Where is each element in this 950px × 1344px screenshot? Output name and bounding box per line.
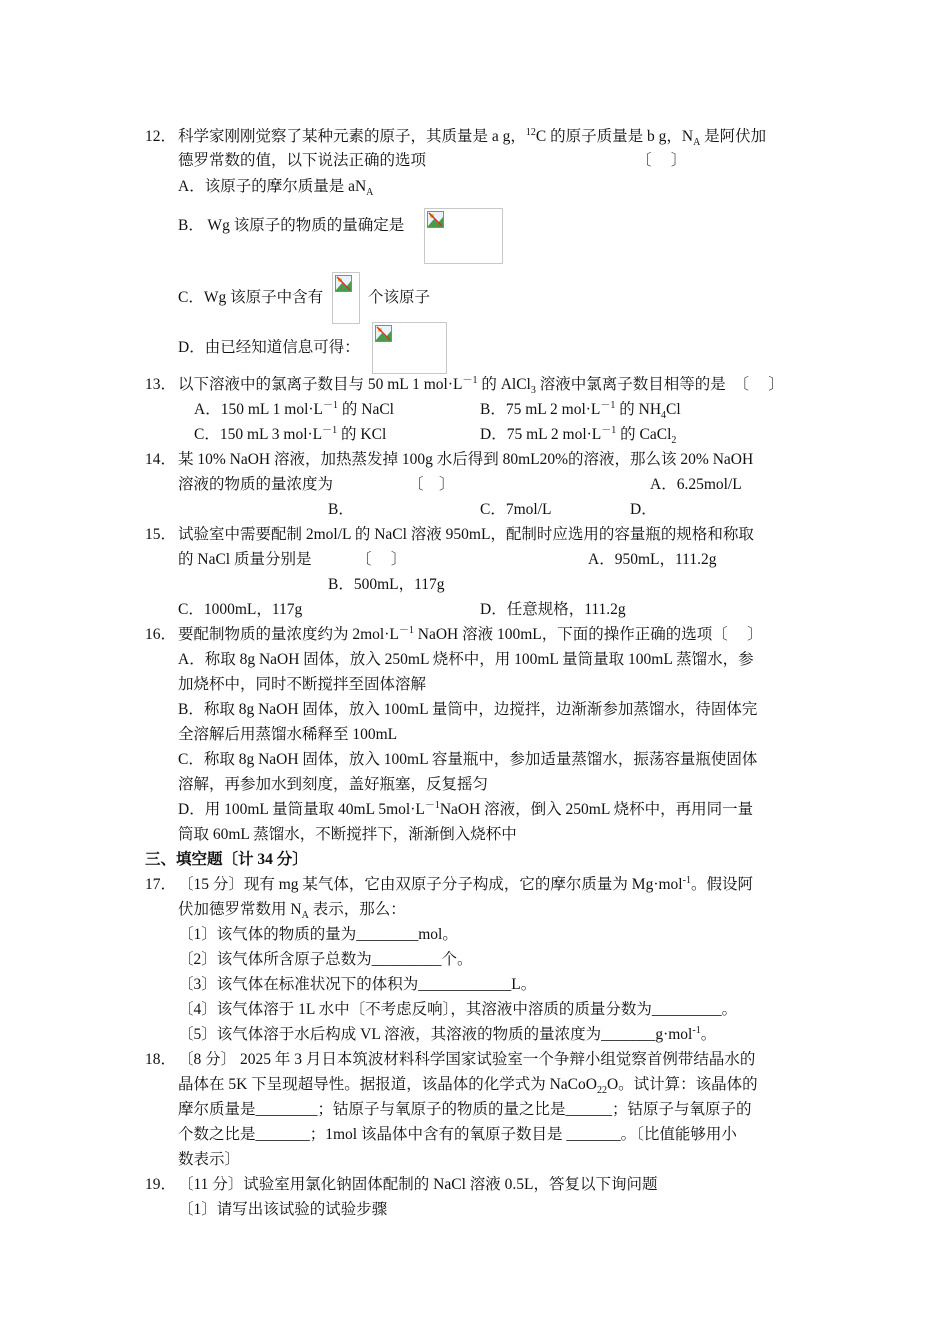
question-stem: 〔8 分〕 2025 年 3 月日本筑波材料科学国家试验室一个争辩小组觉察首例带结晶水的: [178, 1051, 756, 1068]
option-d: D．: [630, 501, 657, 518]
question-stem: 数表示〕: [178, 1151, 241, 1168]
question-stem: 晶体在 5K 下呈现超导性。据报道，该晶体的化学式为 NaCoO$_{22}$O。试计算：该晶体的: [178, 1076, 758, 1097]
option-d: D．75 mL 2 $mol\cdot L^{-1}$ 的 CaCl$_2$: [480, 424, 677, 447]
question-stem: 伏加德罗常数用 $N_A$ 表示，那么：: [178, 901, 406, 922]
option-d: D．由已经知道信息可得：: [178, 339, 360, 356]
formula-image: [332, 272, 360, 324]
broken-image-icon: [335, 275, 352, 292]
question-stem: 的 NaCl 质量分别是: [178, 551, 312, 568]
fill-item: 〔1〕该气体的物质的量为________mol。: [178, 926, 458, 943]
broken-image-icon: [375, 325, 392, 342]
option-c-cont: 溶解，再参加水到刻度，盖好瓶塞，反复摇匀: [178, 776, 489, 793]
option-b-cont: 全溶解后用蒸馏水稀释至 100mL: [178, 726, 398, 743]
option-c-tail: 个该原子: [368, 289, 431, 306]
option-a: A．150 mL 1 $mol\cdot L^{-1}$ 的 NaCl: [194, 399, 394, 418]
formula-image: [372, 322, 447, 374]
question-stem: 以下溶液中的氯离子数目与 50 mL 1 $mol\cdot L^{-1}$ 的 AlCl$_3$ 溶液中氯离子数目相等的是 〔 〕: [178, 374, 784, 397]
option-b: B． Wg 该原子的物质的量确定是: [178, 217, 405, 234]
question-stem: 要配制物质的量浓度约为 $2mol\cdot L^{-1}$ NaOH 溶液 100mL，下面的操作正确的选项〔 〕: [178, 624, 763, 643]
question-number: 13．: [145, 376, 177, 393]
question-stem: 溶液的物质的量浓度为: [178, 476, 334, 493]
question-number: 12．: [145, 128, 177, 145]
question-stem: 试验室中需要配制 2mol/L 的 NaCl 溶液 950mL，配制时应选用的容量瓶的规格和称取: [178, 526, 754, 543]
option-b: B．称取 8g NaOH 固体，放入 100mL 量筒中，边搅拌，边渐渐参加蒸馏水，待固体完: [178, 701, 758, 718]
section-heading: 三、填空题〔计 34 分〕: [145, 851, 308, 868]
option-b: B．500mL，117g: [328, 576, 445, 593]
fill-item: 〔2〕该气体所含原子总数为_________个。: [178, 951, 473, 968]
question-stem: 〔11 分〕试验室用氯化钠固体配制的 NaCl 溶液 0.5L，答复以下询问题: [178, 1176, 658, 1193]
option-c: C．Wg 该原子中含有: [178, 289, 324, 306]
question-stem: 〔15 分〕现有 mg 某气体，它由双原子分子构成，它的摩尔质量为 Mg·mol$^{-1}$。假设阿: [178, 874, 753, 893]
question-number: 17．: [145, 876, 177, 893]
option-d-cont: 筒取 60mL 蒸馏水，不断搅拌下，渐渐倒入烧杯中: [178, 826, 517, 843]
option-c: C．7mol/L: [480, 501, 552, 518]
option-d: D．用 100mL 量筒量取 40mL $5mol\cdot L^{-1}NaOH$ 溶液，倒入 250mL 烧杯中，再用同一量: [178, 799, 754, 818]
broken-image-icon: [427, 211, 444, 228]
formula-image: [424, 208, 503, 264]
fill-item: 〔5〕该气体溶于水后构成 VL 溶液，其溶液的物质的量浓度为_______g·mol$^{-1}$。: [178, 1024, 717, 1043]
answer-paren: 〔 〕: [408, 476, 455, 493]
option-a: A．950mL，111.2g: [588, 551, 717, 568]
fill-item: 〔3〕该气体在标准状况下的体积为____________L。: [178, 976, 537, 993]
option-a-cont: 加烧杯中，同时不断搅拌至固体溶解: [178, 676, 427, 693]
question-number: 16．: [145, 626, 177, 643]
question-stem: 摩尔质量是________；钴原子与氧原子的物质的量之比是______；钴原子与氧原子的: [178, 1101, 752, 1118]
option-d: D．任意规格，111.2g: [480, 601, 626, 618]
question-stem: 个数之比是_______；1mol 该晶体中含有的氧原子数目是 _______。〔比值能够用小: [178, 1126, 737, 1143]
option-a: A．称取 8g NaOH 固体，放入 250mL 烧杯中，用 100mL 量筒量取 100mL 蒸馏水，参: [178, 651, 754, 668]
fill-item: 〔1〕请写出该试验的试验步骤: [178, 1201, 388, 1218]
question-stem: 科学家刚刚觉察了某种元素的原子，其质量是 a g，$^{12}$C 的原子质量是 b g，$N_A$ 是阿伏加: [178, 126, 767, 149]
option-c: C．1000mL，117g: [178, 601, 303, 618]
option-a: A．该原子的摩尔质量是 $aN_A$: [178, 178, 374, 199]
question-stem: 德罗常数的值，以下说法正确的选项: [178, 152, 427, 169]
question-number: 15．: [145, 526, 177, 543]
answer-paren: 〔 〕: [636, 152, 687, 169]
question-number: 14．: [145, 451, 177, 468]
option-c: C．称取 8g NaOH 固体，放入 100mL 容量瓶中，参加适量蒸馏水，振荡容量瓶使固体: [178, 751, 758, 768]
option-c: C．150 mL 3 $mol\cdot L^{-1}$ 的 KCl: [194, 424, 387, 443]
question-stem: 某 10% NaOH 溶液，加热蒸发掉 100g 水后得到 80mL20%的溶液，那么该 20% NaOH: [178, 451, 754, 468]
fill-item: 〔4〕该气体溶于 1L 水中〔不考虑反响〕，其溶液中溶质的质量分数为_________。: [178, 1001, 738, 1018]
option-b: B．75 mL 2 $mol\cdot L^{-1}$ 的 $NH_4Cl$: [480, 399, 681, 422]
answer-paren: 〔 〕: [356, 551, 407, 568]
option-b: B．: [328, 501, 354, 518]
question-number: 19．: [145, 1176, 177, 1193]
question-number: 18．: [145, 1051, 177, 1068]
option-a: A．6.25mol/L: [650, 476, 742, 493]
